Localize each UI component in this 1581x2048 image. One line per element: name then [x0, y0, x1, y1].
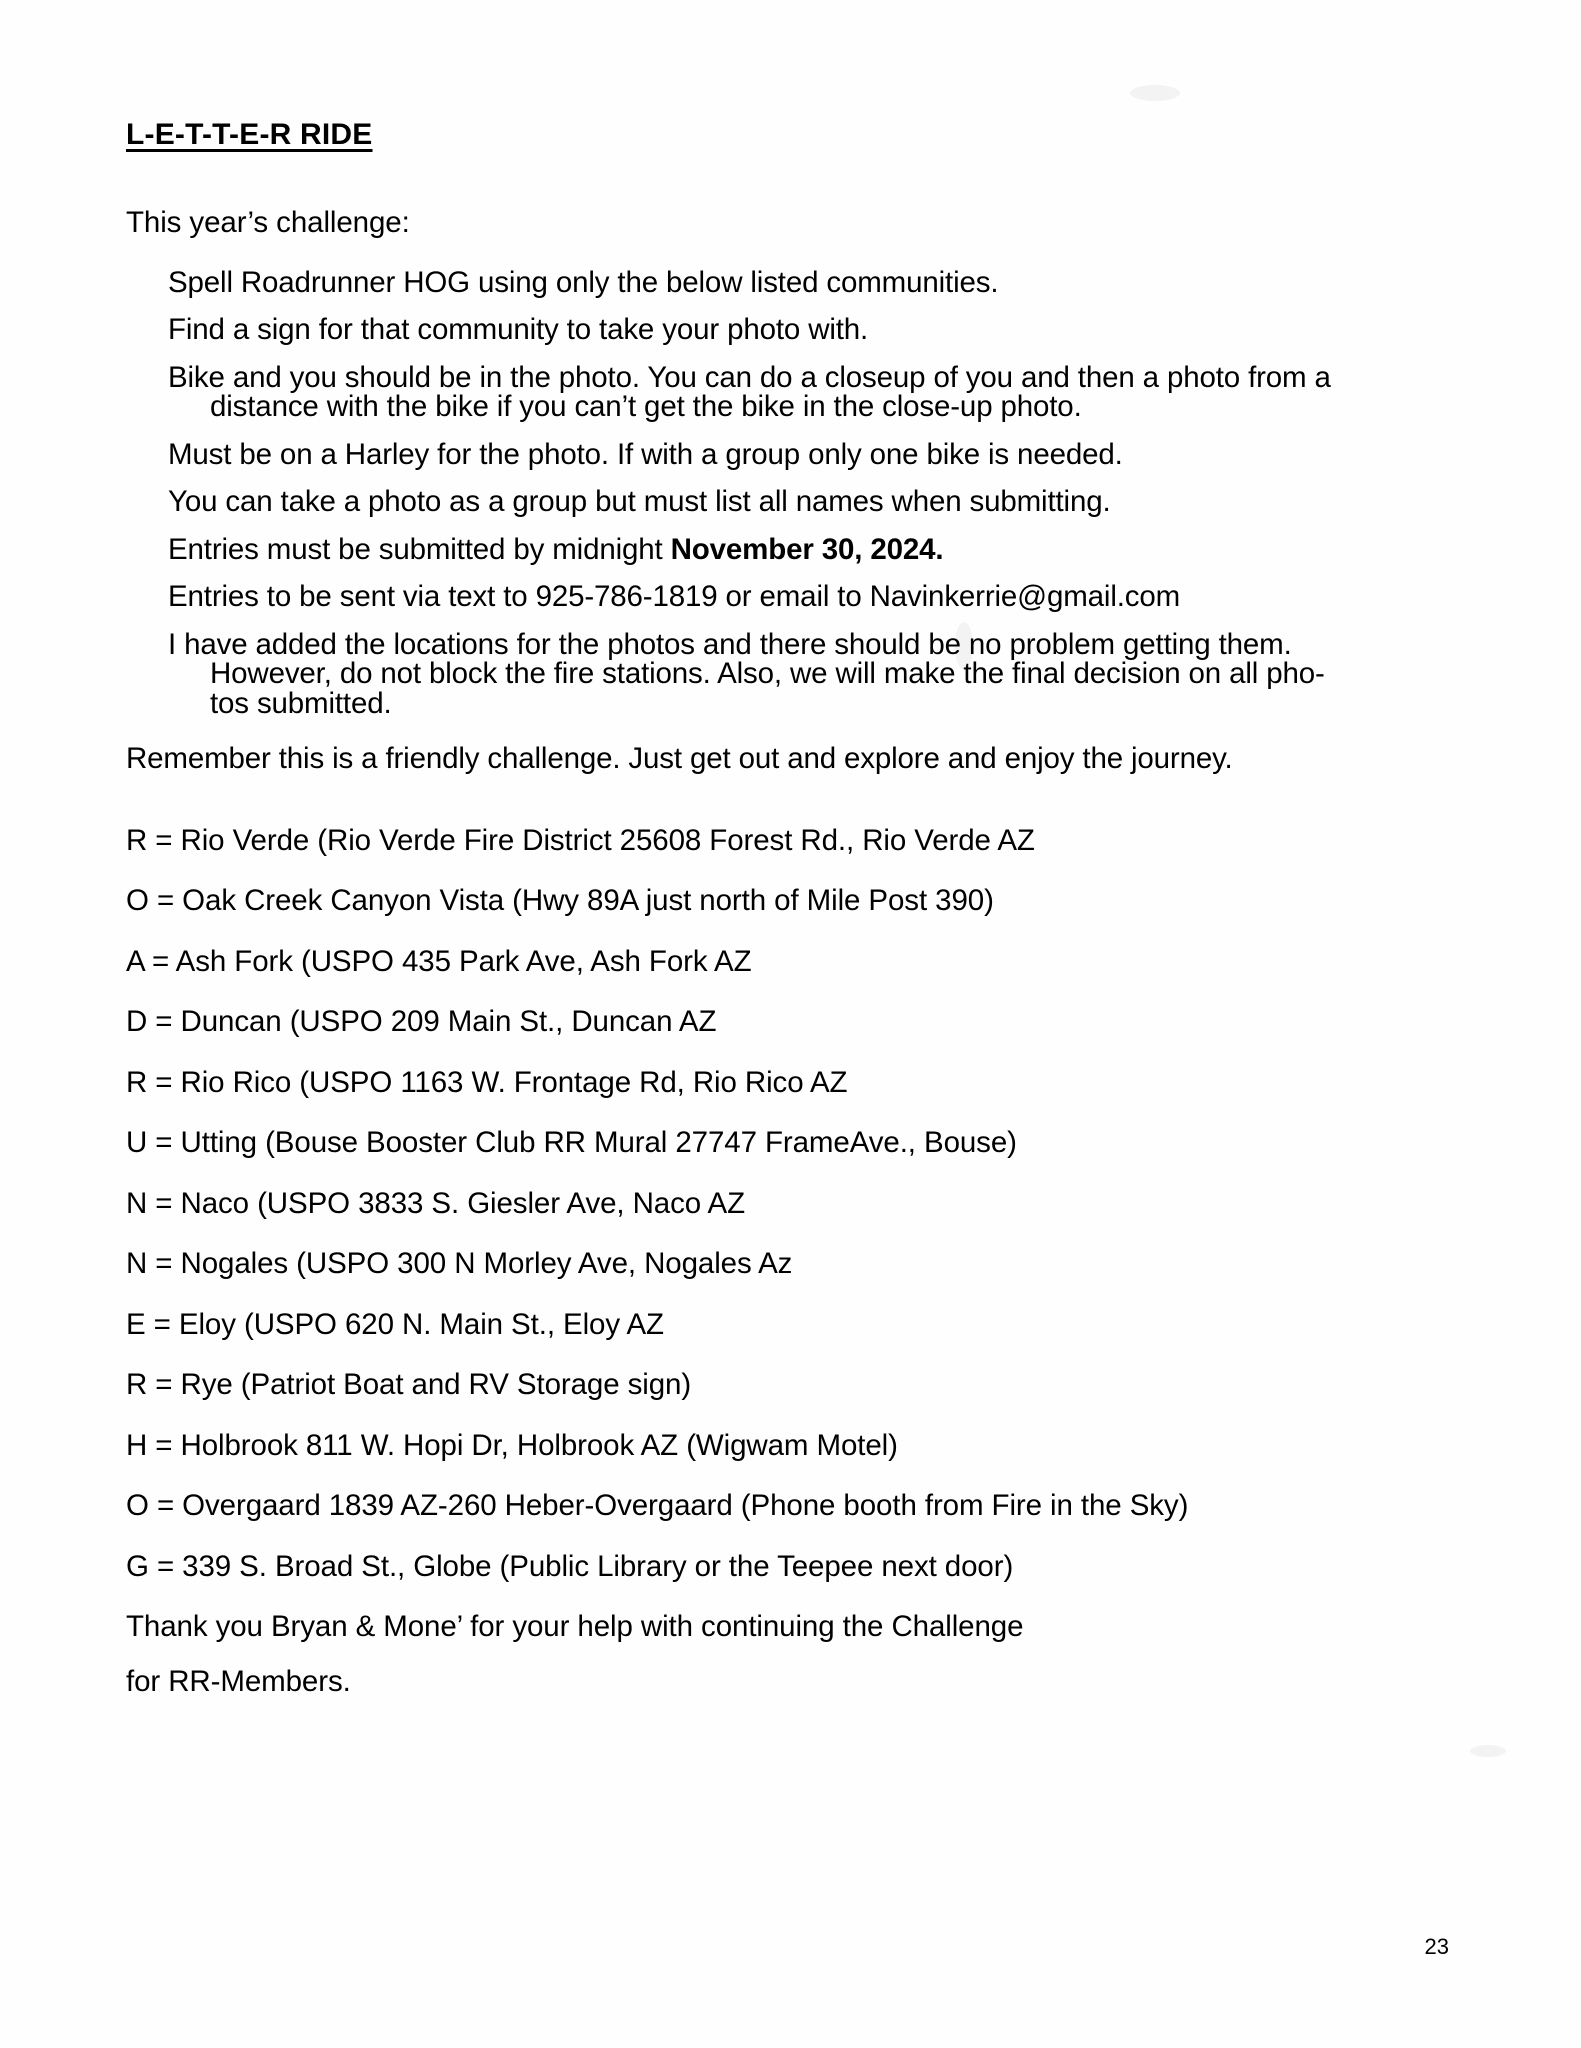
letter-entry: R = Rio Verde (Rio Verde Fire District 25608 Forest Rd., Rio Verde AZ [126, 823, 1035, 857]
roadrunner-letter-list [126, 823, 1446, 1401]
lead-paragraph: This year’s challenge: [126, 206, 410, 239]
instruction-item-deadline [168, 532, 1446, 566]
letter-entry: O = Overgaard 1839 AZ-260 Heber-Overgaard (Phone booth from Fire in the Sky) [126, 1489, 1189, 1522]
instruction-text: You can take a photo as a group but must list all names when submitting. [168, 485, 1111, 518]
letter-entry: A = Ash Fork (USPO 435 Park Ave, Ash Fork AZ [126, 944, 752, 978]
instruction-item-contact [168, 582, 1446, 612]
instruction-item [168, 265, 1446, 299]
letter-entry: R = Rio Rico (USPO 1163 W. Frontage Rd, Rio Rico AZ [126, 1065, 848, 1099]
letter-entry: N = Naco (USPO 3833 S. Giesler Ave, Naco AZ [126, 1186, 746, 1220]
instruction-text: Entries to be sent via text to 925-786-1819 or email to Navinkerrie@gmail.com [168, 580, 1181, 613]
instruction-continuation: distance with the bike if you can’t get the bike in the close-up photo. [210, 390, 1082, 423]
instruction-item-locations [168, 627, 1446, 720]
letter-entry: U = Utting (Bouse Booster Club RR Mural 27747 FrameAve., Bouse) [126, 1126, 1017, 1159]
scan-artifact [1470, 1745, 1506, 1757]
instruction-continuation: However, do not block the fire stations. Also, we will make the final decision on all pho- [210, 657, 1325, 690]
letter-entry: R = Rye (Patriot Boat and RV Storage sign) [126, 1368, 692, 1401]
letter-entry: G = 339 S. Broad St., Globe (Public Library or the Teepee next door) [126, 1549, 1014, 1583]
instruction-item [168, 437, 1446, 471]
letter-entry: O = Oak Creek Canyon Vista (Hwy 89A just north of Mile Post 390) [126, 884, 994, 917]
instruction-text: Find a sign for that community to take your photo with. [168, 313, 869, 346]
scan-artifact [1130, 85, 1180, 101]
closing-line: Thank you Bryan & Mone’ for your help with continuing the Challenge [126, 1610, 1024, 1643]
letter-entry: N = Nogales (USPO 300 N Morley Ave, Nogales Az [126, 1247, 793, 1280]
instruction-text: Must be on a Harley for the photo. If with a group only one bike is needed. [168, 437, 1123, 471]
instruction-item [168, 487, 1446, 517]
instruction-item [168, 315, 1446, 345]
deadline-date: November 30, 2024. [670, 532, 944, 566]
instruction-continuation-2: tos submitted. [210, 686, 392, 720]
letter-entry: D = Duncan (USPO 209 Main St., Duncan AZ [126, 1005, 717, 1038]
instruction-text: Bike and you should be in the photo. You can do a closeup of you and then a photo from a [168, 360, 1331, 394]
page-number: 23 [1424, 1934, 1449, 1959]
instruction-text: Spell Roadrunner HOG using only the below listed communities. [168, 265, 999, 299]
remember-paragraph: Remember this is a friendly challenge. Just get out and explore and enjoy the journey. [126, 742, 1233, 775]
instruction-text: Entries must be submitted by midnight [168, 532, 671, 566]
closing-block [126, 1612, 1446, 1696]
hog-letter-list [126, 1428, 1446, 1583]
page-title: L-E-T-T-E-R RIDE [126, 118, 373, 151]
instruction-text: I have added the locations for the photos and there should be no problem getting them. [168, 627, 1292, 661]
page-title-row [126, 118, 1446, 208]
closing-line: for RR-Members. [126, 1664, 351, 1698]
instructions-list [168, 265, 1446, 720]
letter-entry: E = Eloy (USPO 620 N. Main St., Eloy AZ [126, 1307, 664, 1341]
letter-entry: H = Holbrook 811 W. Hopi Dr, Holbrook AZ (Wigwam Motel) [126, 1428, 898, 1462]
document-body [126, 118, 1446, 1721]
instruction-item [168, 360, 1446, 423]
